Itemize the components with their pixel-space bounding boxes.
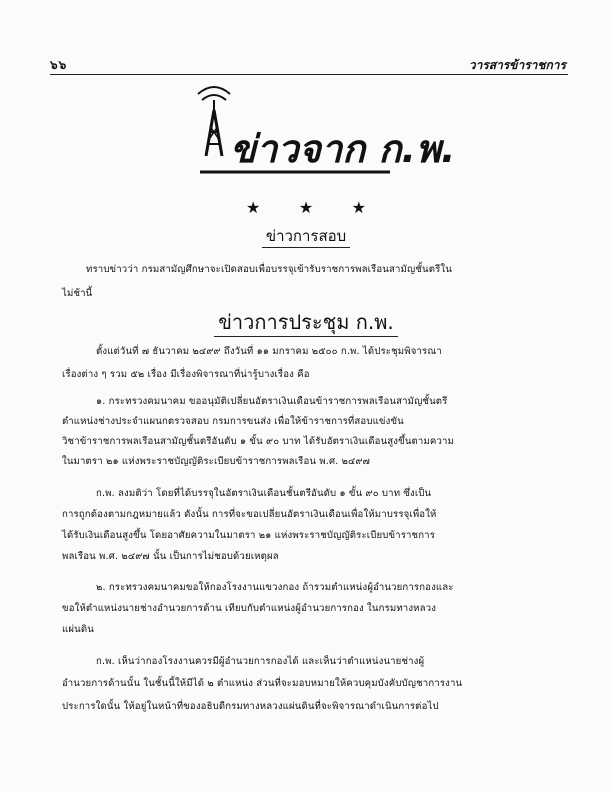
section-heading-exam: ข่าวการสอบ <box>0 224 612 248</box>
star-icon: ★ <box>298 198 314 217</box>
logo-banner <box>200 92 456 202</box>
journal-title: วารสารข้าราชการ <box>468 58 566 72</box>
star-icon: ★ <box>351 198 366 217</box>
radio-tower-icon <box>198 87 230 156</box>
paragraph-line: ก.พ. เห็นว่ากองโรงงานควรมีผู้อำนวยการกองได้ และเห็นว่าตำแหน่งนายช่างผู้ <box>96 656 425 667</box>
star-icon: ★ <box>246 198 261 217</box>
page-number: ๖๖ <box>50 58 68 72</box>
paragraph-line: ตำแหน่งช่างประจำแผนกตรวจสอบ กรมการขนส่ง เพื่อให้ข้าราชการที่สอบแข่งขัน <box>62 416 404 427</box>
paragraph-line: แผ่นดิน <box>62 624 94 635</box>
logo-text: ข่าวจาก ก.พ. <box>230 127 456 171</box>
paragraph-line: วิชาข้าราชการพลเรือนสามัญชั้นตรีอันดับ ๑ ขั้น ๙๐ บาท ได้รับอัตราเงินเดือนสูงขึ้นตามความ <box>62 436 455 447</box>
paragraph-line: ได้รับเงินเดือนสูงขึ้น โดยอาศัยความในมาตรา ๒๑ แห่งพระราชบัญญัติระเบียบข้าราชการ <box>62 530 435 541</box>
paragraph-line: ในมาตรา ๒๑ แห่งพระราชบัญญัติระเบียบข้าราชการพลเรือน พ.ศ. ๒๔๙๗ <box>62 456 371 467</box>
paragraph-line: ทราบข่าวว่า กรมสามัญศึกษาจะเปิดสอบเพื่อบรรจุเข้ารับราชการพลเรือนสามัญชั้นตรีใน <box>86 264 452 275</box>
paragraph-line: ๑. กระทรวงคมนาคม ขออนุมัติเปลี่ยนอัตราเงินเดือนข้าราชการพลเรือนสามัญชั้นตรี <box>96 396 448 407</box>
star-divider <box>246 198 366 217</box>
paragraph-line: ๒. กระทรวงคมนาคมขอให้กองโรงงานแขวงกอง ถ้ารวมตำแหน่งผู้อำนวยการกองและ <box>96 582 454 593</box>
paragraph-line: ก.พ. ลงมติว่า โดยที่ได้บรรจุในอัตราเงินเดือนชั้นตรีอันดับ ๑ ขั้น ๙๐ บาท ซึ่งเป็น <box>96 488 432 499</box>
header-rule <box>50 74 568 75</box>
paragraph-line: พลเรือน พ.ศ. ๒๔๙๗ นั้น เป็นการไม่ชอบด้วยเหตุผล <box>62 551 279 562</box>
paragraph-line: ไม่ช้านี้ <box>62 288 93 299</box>
paragraph-line: ประการใดนั้น ให้อยู่ในหน้าที่ของอธิบดีกรมทางหลวงแผ่นดินที่จะพิจารณาดำเนินการต่อไป <box>62 701 439 712</box>
paragraph-line: เรื่องต่าง ๆ รวม ๕๒ เรื่อง มีเรื่องพิจารณาที่น่ารู้บางเรื่อง คือ <box>62 369 310 380</box>
paragraph-line: การถูกต้องตามกฎหมายแล้ว ดังนั้น การที่จะขอเปลี่ยนอัตราเงินเดือนเพื่อให้มาบรรจุเพื่อให้ <box>62 509 437 520</box>
paragraph-line: ขอให้ตำแหน่งนายช่างอำนวยการด้าน เทียบกับตำแหน่งผู้อำนวยการกอง ในกรมทางหลวง <box>62 603 437 614</box>
paragraph-line: ตั้งแต่วันที่ ๗ ธันวาคม ๒๔๙๙ ถึงวันที่ ๑๑ มกราคม ๒๕๐๐ ก.พ. ได้ประชุมพิจารณา <box>96 346 442 357</box>
paragraph-line: อำนวยการด้านนั้น ในชั้นนี้ให้มีได้ ๒ ตำแหน่ง ส่วนที่จะมอบหมายให้ควบคุมบังคับบัญชาการงาน <box>62 678 463 689</box>
section-heading-meeting: ข่าวการประชุม ก.พ. <box>0 306 612 338</box>
